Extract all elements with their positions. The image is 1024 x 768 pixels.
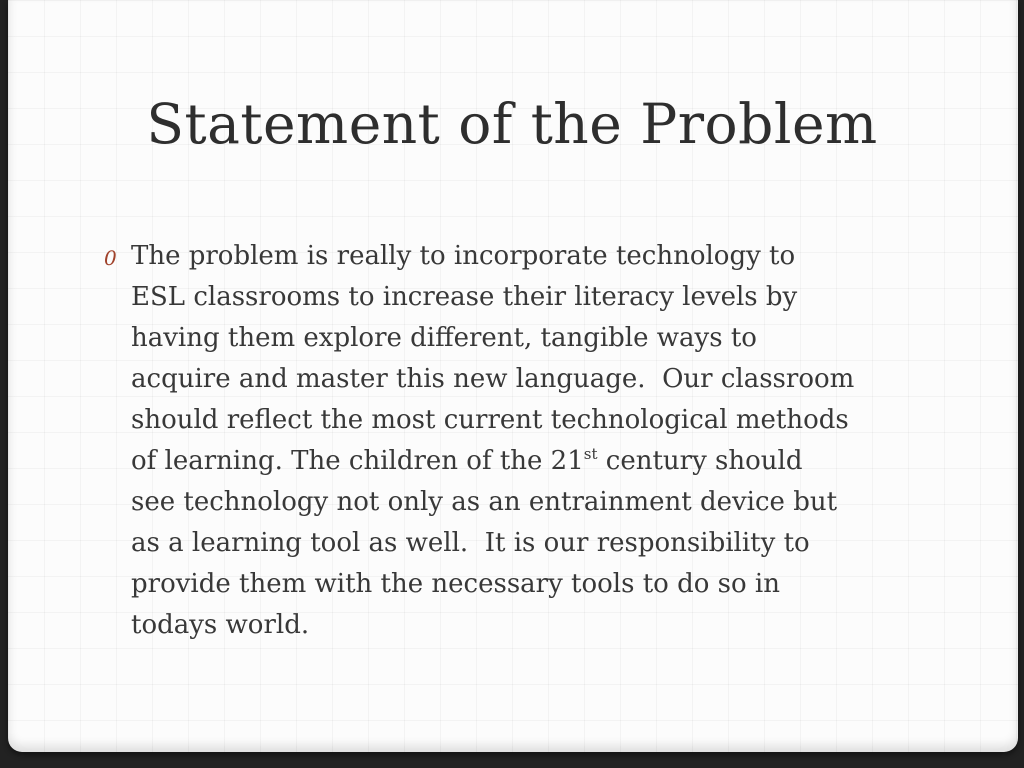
bullet-marker: 0	[104, 246, 117, 270]
bullet-text-part2: century should see technology not only as an entrainment device but as a learning tool as well. It is our responsibility to provide them with the necessary tools to do so in todays world.	[131, 446, 838, 640]
bullet-item	[104, 236, 924, 646]
bullet-list	[104, 236, 924, 646]
bullet-text	[131, 241, 854, 640]
bullet-text-part1: The problem is really to incorporate technology to ESL classrooms to increase their literacy levels by having them explore different, tangible ways to acquire and master this new language. Our classroom should reflect the most current technological methods of learning. The children of the 21	[131, 241, 855, 476]
slide-title: Statement of the Problem	[146, 92, 878, 156]
ordinal-superscript: st	[583, 445, 598, 463]
